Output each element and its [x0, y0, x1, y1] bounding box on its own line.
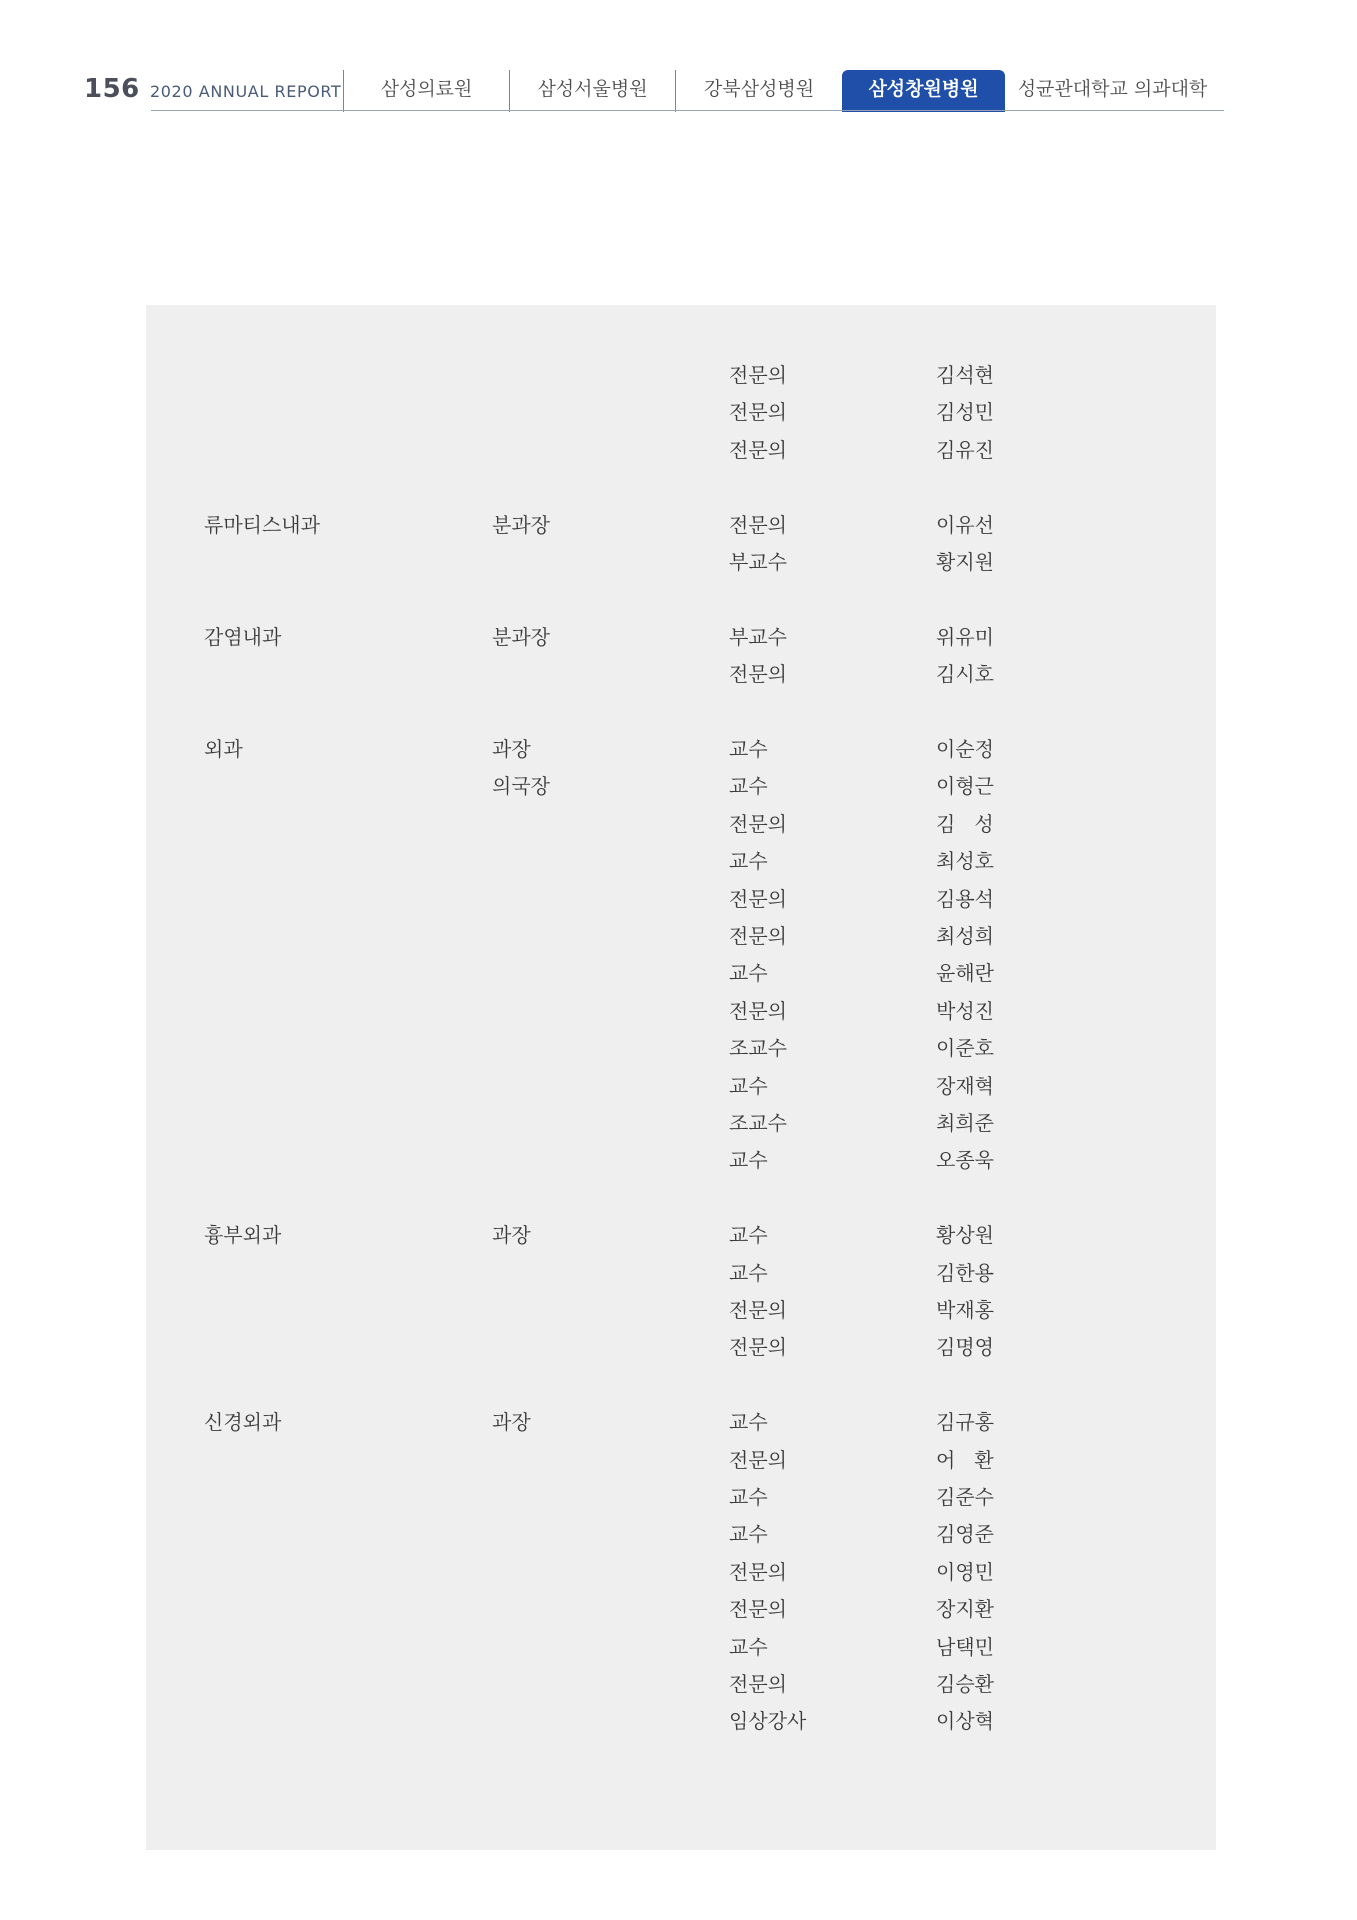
department-cell: 류마티스내과 [204, 512, 320, 537]
tab-kangbuk-samsung-hospital[interactable] [675, 70, 842, 112]
name-cell: 이순정 [936, 737, 994, 761]
department-cell: 감염내과 [204, 624, 282, 649]
name-cell: 오종욱 [936, 1148, 994, 1173]
roster-row [146, 845, 1216, 875]
tab-label: 성균관대학교 의과대학 [1017, 78, 1208, 100]
roster-row [146, 1518, 1216, 1548]
name-cell: 어 환 [936, 1447, 994, 1472]
roster-row [146, 995, 1216, 1025]
title-cell: 교수 [729, 961, 768, 986]
title-cell: 교수 [729, 1073, 768, 1098]
name-cell: 위유미 [936, 624, 994, 649]
title-cell: 전문의 [729, 1559, 787, 1584]
name-cell: 박재홍 [936, 1298, 994, 1322]
roster-row [146, 1294, 1216, 1324]
roster-row [146, 434, 1216, 464]
title-cell: 부교수 [729, 550, 787, 574]
roster-row [146, 1668, 1216, 1698]
name-cell: 장재혁 [936, 1073, 994, 1098]
roster-row [146, 1144, 1216, 1174]
roster-row [146, 920, 1216, 950]
roster-row [146, 546, 1216, 576]
name-cell: 이상혁 [936, 1709, 994, 1734]
roster-row [146, 1257, 1216, 1287]
title-cell: 전문의 [729, 1335, 787, 1360]
department-cell: 흉부외과 [204, 1223, 282, 1248]
tab-samsung-medical-center[interactable] [343, 70, 509, 112]
title-cell: 교수 [729, 1410, 768, 1435]
roster-row [146, 1631, 1216, 1661]
title-cell: 전문의 [729, 437, 787, 462]
roster-row [146, 808, 1216, 838]
name-cell: 남택민 [936, 1634, 994, 1659]
staff-roster-panel [146, 305, 1216, 1850]
name-cell: 최성호 [936, 849, 994, 874]
department-cell: 외과 [204, 737, 243, 761]
name-cell: 황지원 [936, 550, 994, 574]
roster-row [146, 1070, 1216, 1100]
name-cell: 김규홍 [936, 1410, 994, 1435]
title-cell: 전문의 [729, 886, 787, 911]
name-cell: 황상원 [936, 1223, 994, 1248]
title-cell: 전문의 [729, 924, 787, 948]
header-divider [151, 110, 1224, 111]
roster-row [146, 1593, 1216, 1623]
title-cell: 전문의 [729, 400, 787, 425]
roster-row [146, 1219, 1216, 1249]
tab-skku-medical-school[interactable] [1005, 70, 1220, 112]
name-cell: 이유선 [936, 512, 994, 537]
name-cell: 김용석 [936, 886, 994, 911]
title-cell: 조교수 [729, 1111, 787, 1135]
title-cell: 전문의 [729, 1298, 787, 1322]
title-cell: 교수 [729, 1485, 768, 1509]
roster-row [146, 733, 1216, 763]
tab-label: 강북삼성병원 [703, 78, 815, 100]
title-cell: 전문의 [729, 998, 787, 1023]
title-cell: 교수 [729, 1260, 768, 1285]
position-cell: 과장 [492, 737, 531, 761]
name-cell: 최희준 [936, 1111, 994, 1135]
roster-row [146, 1107, 1216, 1137]
title-cell: 교수 [729, 849, 768, 874]
position-cell: 분과장 [492, 512, 550, 537]
name-cell: 김준수 [936, 1485, 994, 1509]
department-cell: 신경외과 [204, 1410, 282, 1435]
name-cell: 김 성 [936, 811, 994, 836]
roster-row [146, 957, 1216, 987]
roster-row [146, 658, 1216, 688]
title-cell: 전문의 [729, 1672, 787, 1696]
name-cell: 김명영 [936, 1335, 994, 1360]
tab-label: 삼성창원병원 [868, 78, 979, 100]
report-label: 2020 ANNUAL REPORT [150, 82, 342, 101]
tab-label: 삼성서울병원 [537, 78, 648, 100]
hospital-tabs [343, 70, 1220, 112]
name-cell: 이준호 [936, 1036, 994, 1061]
name-cell: 박성진 [936, 998, 994, 1023]
name-cell: 최성희 [936, 924, 994, 948]
name-cell: 김시호 [936, 662, 994, 687]
title-cell: 교수 [729, 1634, 768, 1659]
title-cell: 전문의 [729, 512, 787, 537]
name-cell: 김유진 [936, 437, 994, 462]
roster-row [146, 1705, 1216, 1735]
roster-row [146, 770, 1216, 800]
page-header [0, 0, 1357, 120]
name-cell: 김영준 [936, 1522, 994, 1547]
name-cell: 장지환 [936, 1597, 994, 1622]
tab-samsung-changwon-hospital[interactable] [842, 70, 1005, 112]
title-cell: 교수 [729, 774, 768, 799]
roster-row [146, 1331, 1216, 1361]
roster-row [146, 1481, 1216, 1511]
title-cell: 전문의 [729, 662, 787, 687]
position-cell: 분과장 [492, 624, 550, 649]
name-cell: 김석현 [936, 363, 994, 387]
title-cell: 전문의 [729, 1447, 787, 1472]
roster-row [146, 359, 1216, 389]
page-number: 156 [84, 74, 140, 104]
roster-row [146, 883, 1216, 913]
roster-row [146, 1444, 1216, 1474]
title-cell: 임상강사 [729, 1709, 807, 1734]
position-cell: 과장 [492, 1223, 531, 1248]
name-cell: 이형근 [936, 774, 994, 799]
title-cell: 교수 [729, 1223, 768, 1248]
roster-row [146, 1032, 1216, 1062]
position-cell: 의국장 [492, 774, 550, 799]
roster-row [146, 1406, 1216, 1436]
title-cell: 부교수 [729, 624, 787, 649]
title-cell: 전문의 [729, 1597, 787, 1622]
position-cell: 과장 [492, 1410, 531, 1435]
name-cell: 김성민 [936, 400, 994, 425]
title-cell: 교수 [729, 1148, 768, 1173]
title-cell: 교수 [729, 1522, 768, 1547]
roster-row [146, 621, 1216, 651]
tab-samsung-seoul-hospital[interactable] [509, 70, 675, 112]
name-cell: 이영민 [936, 1559, 994, 1584]
title-cell: 전문의 [729, 363, 787, 387]
roster-row [146, 509, 1216, 539]
name-cell: 윤해란 [936, 961, 994, 986]
title-cell: 교수 [729, 737, 768, 761]
tab-label: 삼성의료원 [380, 78, 473, 100]
name-cell: 김한용 [936, 1260, 994, 1285]
name-cell: 김승환 [936, 1672, 994, 1696]
title-cell: 전문의 [729, 811, 787, 836]
roster-row [146, 396, 1216, 426]
roster-row [146, 1556, 1216, 1586]
title-cell: 조교수 [729, 1036, 787, 1061]
